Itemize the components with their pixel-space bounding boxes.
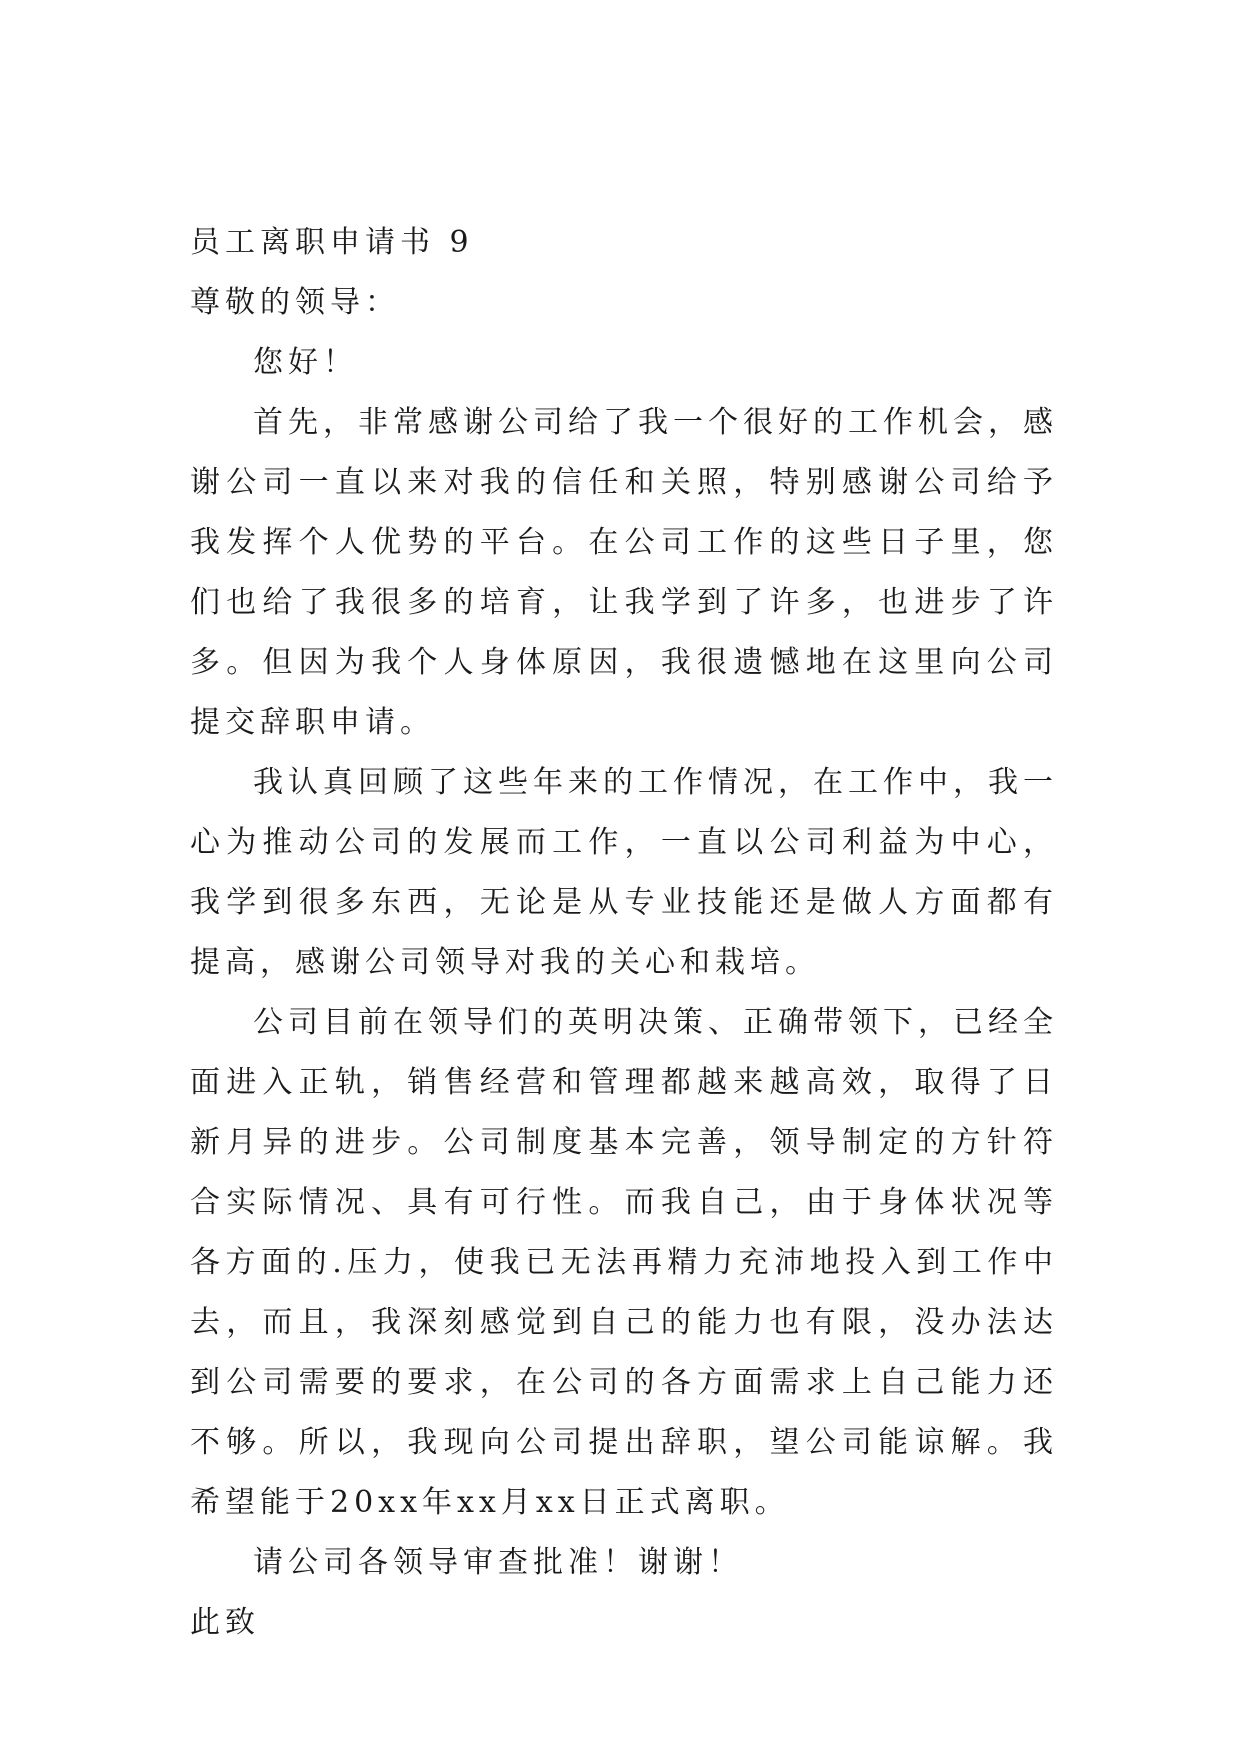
- letter-body: [190, 213, 1058, 1653]
- paragraph-gratitude: 首先，非常感谢公司给了我一个很好的工作机会，感谢公司一直以来对我的信任和关照，特别感谢公司给予我发挥个人优势的平台。在公司工作的这些日子里，您们也给了我很多的培育，让我学到了许多，也进步了许多。但因为我个人身体原因，我很遗憾地在这里向公司提交辞职申请。: [190, 405, 1058, 740]
- closing: 此致: [190, 1605, 260, 1640]
- salutation: 尊敬的领导：: [190, 285, 400, 320]
- greeting: 您好！: [253, 345, 358, 380]
- document-title: 员工离职申请书 9: [190, 225, 474, 260]
- paragraph-review: 我认真回顾了这些年来的工作情况，在工作中，我一心为推动公司的发展而工作，一直以公司利益为中心，我学到很多东西，无论是从专业技能还是做人方面都有提高，感谢公司领导对我的关心和栽培。: [190, 765, 1058, 980]
- paragraph-reason: 公司目前在领导们的英明决策、正确带领下，已经全面进入正轨，销售经营和管理都越来越高效，取得了日新月异的进步。公司制度基本完善，领导制定的方针符合实际情况、具有可行性。而我自己，由于身体状况等各方面的.压力，使我已无法再精力充沛地投入到工作中去，而且，我深刻感觉到自己的能力也有限，没办法达到公司需要的要求，在公司的各方面需求上自己能力还不够。所以，我现向公司提出辞职，望公司能谅解。我希望能于20xx年xx月xx日正式离职。: [190, 1005, 1058, 1520]
- request-approval: 请公司各领导审查批准！谢谢！: [253, 1545, 743, 1580]
